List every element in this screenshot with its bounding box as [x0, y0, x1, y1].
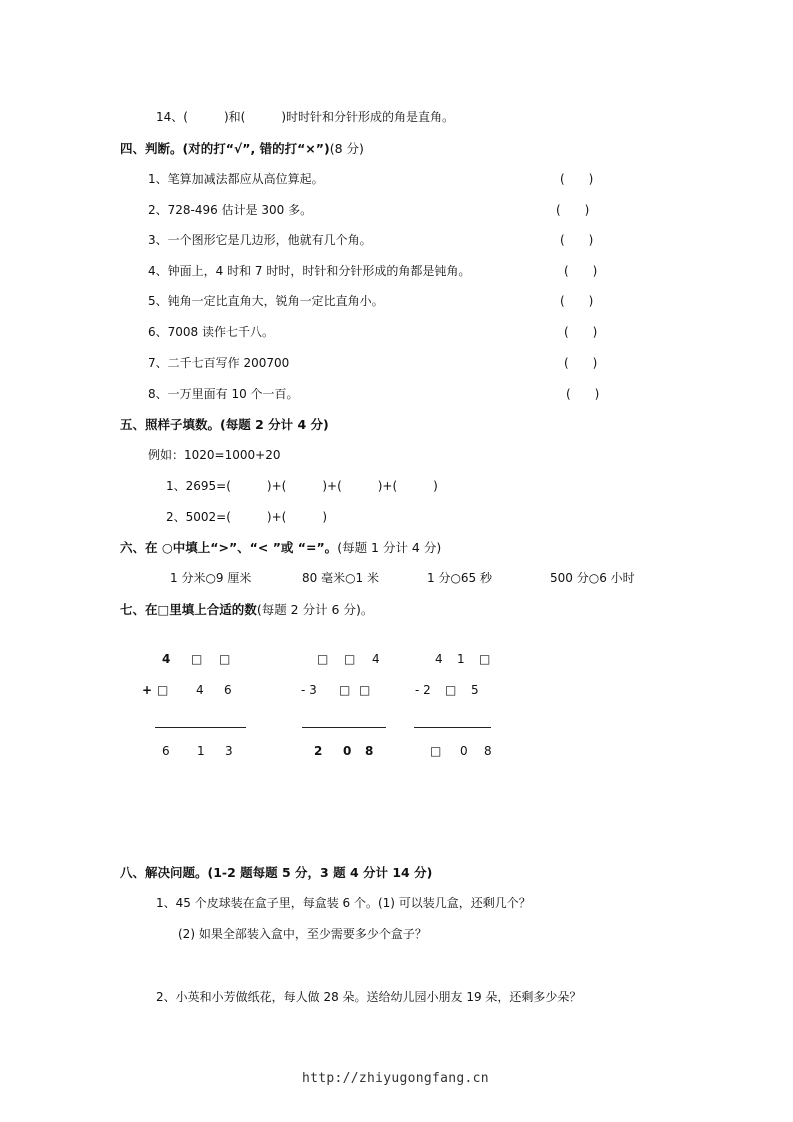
p2-rule [302, 727, 386, 728]
judge-item-4: 4、钟面上，4 时和 7 时时，时针和分针形成的角都是钝角。 [148, 264, 471, 278]
p2-res-d3: 8 [365, 744, 374, 758]
judge-item-8: 8、一万里面有 10 个一百。 [148, 387, 299, 401]
compare-item-3: 1 分○65 秒 [427, 571, 493, 585]
section-6-score: (每题 1 分计 4 分) [337, 540, 442, 555]
p3-rule [414, 727, 491, 728]
p1-r2-d3: 6 [224, 683, 232, 697]
p3-res-d1[interactable]: □ [430, 744, 442, 758]
section-4-score: (8 分) [329, 141, 364, 156]
judge-item-5: 5、钝角一定比直角大，锐角一定比直角小。 [148, 294, 384, 308]
p2-res-d1: 2 [314, 744, 323, 758]
p2-r2-d2[interactable]: □ [359, 683, 371, 697]
p2-r1-d1[interactable]: □ [317, 652, 329, 666]
p2-r1-d2[interactable]: □ [344, 652, 356, 666]
p1-r1-d1: 4 [162, 652, 171, 666]
judge-item-3: 3、一个图形它是几边形，他就有几个角。 [148, 233, 372, 247]
p3-r1-d1: 4 [435, 652, 443, 666]
section-7-heading: 七、在□里填上合适的数 [120, 602, 257, 617]
section-6-heading: 六、在 ○中填上“>”、“< ”或 “=”。 [120, 540, 338, 555]
section-6-title [120, 538, 441, 556]
section-5-title: 五、照样子填数。(每题 2 分计 4 分) [120, 417, 329, 432]
problem-2: 2、小英和小芳做纸花，每人做 28 朵。送给幼儿园小朋友 19 朵，还剩多少朵？ [156, 990, 582, 1004]
compare-item-2: 80 毫米○1 米 [302, 571, 380, 585]
fill-item-2: 2、5002=( )+( ) [166, 510, 328, 524]
judge-paren-4[interactable]: ( ) [564, 264, 598, 278]
compare-item-4: 500 分○6 小时 [550, 571, 635, 585]
section-5-example: 例如：1020=1000+20 [148, 448, 281, 462]
p1-res-d3: 3 [225, 744, 233, 758]
judge-paren-7[interactable]: ( ) [564, 356, 598, 370]
p3-r1-d3[interactable]: □ [479, 652, 491, 666]
judge-paren-5[interactable]: ( ) [560, 294, 594, 308]
p3-res-d3: 8 [484, 744, 492, 758]
compare-item-1: 1 分米○9 厘米 [170, 571, 252, 585]
p3-res-d2: 0 [460, 744, 468, 758]
p1-r2-d1[interactable]: □ [157, 683, 169, 697]
p2-res-d2: 0 [343, 744, 352, 758]
p3-r1-d2: 1 [457, 652, 465, 666]
p3-operator: - 2 [415, 683, 431, 697]
question-14: 14、( )和( )时时针和分针形成的角是直角。 [156, 110, 454, 124]
footer-url[interactable]: http://zhiyugongfang.cn [302, 1071, 489, 1086]
p1-operator: + [142, 683, 153, 697]
p2-operator: - 3 [301, 683, 317, 697]
judge-paren-2[interactable]: ( ) [556, 203, 590, 217]
p3-r2-d1[interactable]: □ [445, 683, 457, 697]
p2-r1-d3: 4 [372, 652, 380, 666]
p1-res-d1: 6 [162, 744, 170, 758]
fill-item-1: 1、2695=( )+( )+( )+( ) [166, 479, 438, 493]
section-4-title [120, 139, 364, 157]
section-7-title [120, 600, 373, 618]
judge-item-7: 7、二千七百写作 200700 [148, 356, 290, 370]
p2-r2-d1[interactable]: □ [339, 683, 351, 697]
section-7-score: (每题 2 分计 6 分)。 [256, 602, 374, 617]
section-8-title: 八、解决问题。(1-2 题每题 5 分，3 题 4 分计 14 分) [120, 865, 433, 880]
problem-1-part-1: 1、45 个皮球装在盒子里，每盒装 6 个。(1) 可以装几盒，还剩几个？ [156, 896, 531, 910]
p1-res-d2: 1 [197, 744, 205, 758]
judge-item-1: 1、笔算加减法都应从高位算起。 [148, 172, 324, 186]
judge-item-2: 2、728-496 估计是 300 多。 [148, 203, 313, 217]
judge-item-6: 6、7008 读作七千八。 [148, 325, 274, 339]
judge-paren-3[interactable]: ( ) [560, 233, 594, 247]
judge-paren-8[interactable]: ( ) [566, 387, 600, 401]
section-4-heading: 四、判断。(对的打“√”, 错的打“×”) [120, 141, 330, 156]
judge-paren-1[interactable]: ( ) [560, 172, 594, 186]
p1-r1-d3[interactable]: □ [219, 652, 231, 666]
problem-1-part-2: (2) 如果全部装入盒中，至少需要多少个盒子？ [178, 927, 427, 941]
p1-r2-d2: 4 [196, 683, 204, 697]
p1-rule [155, 727, 246, 728]
p3-r2-d2: 5 [471, 683, 479, 697]
p1-r1-d2[interactable]: □ [191, 652, 203, 666]
judge-paren-6[interactable]: ( ) [564, 325, 598, 339]
